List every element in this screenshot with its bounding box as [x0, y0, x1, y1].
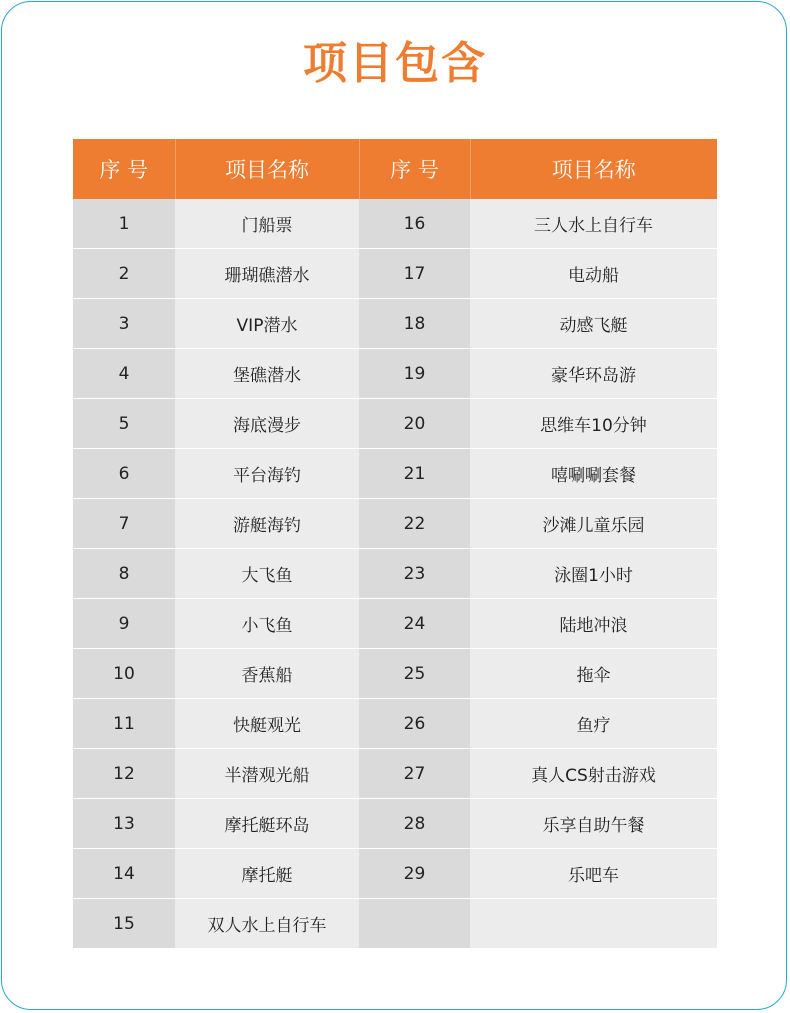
row-no-right: 23 — [359, 549, 470, 599]
table-row — [73, 449, 717, 499]
row-no-right: 19 — [359, 349, 470, 399]
row-name-right: 沙滩儿童乐园 — [470, 499, 717, 549]
row-name-left: 香蕉船 — [175, 649, 359, 699]
row-no-right: 26 — [359, 699, 470, 749]
row-name-left: 平台海钓 — [175, 449, 359, 499]
table-row — [73, 799, 717, 849]
row-name-left: 半潜观光船 — [175, 749, 359, 799]
header-name-right: 项目名称 — [470, 139, 717, 199]
row-name-left: 大飞鱼 — [175, 549, 359, 599]
row-no-left: 14 — [73, 849, 175, 899]
row-no-right: 18 — [359, 299, 470, 349]
row-no-left: 5 — [73, 399, 175, 449]
table-row — [73, 899, 717, 949]
table-row — [73, 199, 717, 249]
row-no-left: 11 — [73, 699, 175, 749]
row-name-right: 真人CS射击游戏 — [470, 749, 717, 799]
row-name-right: 动感飞艇 — [470, 299, 717, 349]
row-name-right: 豪华环岛游 — [470, 349, 717, 399]
row-name-left: 海底漫步 — [175, 399, 359, 449]
header-no-right: 序 号 — [359, 139, 470, 199]
row-name-left: 快艇观光 — [175, 699, 359, 749]
row-name-right: 陆地冲浪 — [470, 599, 717, 649]
row-no-right: 21 — [359, 449, 470, 499]
table-body — [73, 199, 717, 949]
row-no-left: 2 — [73, 249, 175, 299]
row-name-left: 门船票 — [175, 199, 359, 249]
row-no-left: 4 — [73, 349, 175, 399]
row-name-right: 泳圈1小时 — [470, 549, 717, 599]
row-no-left: 7 — [73, 499, 175, 549]
row-name-right: 鱼疗 — [470, 699, 717, 749]
row-no-left: 1 — [73, 199, 175, 249]
row-name-right: 乐享自助午餐 — [470, 799, 717, 849]
row-name-left: 双人水上自行车 — [175, 899, 359, 949]
table-header-row — [73, 139, 717, 199]
row-no-left: 12 — [73, 749, 175, 799]
table-row — [73, 599, 717, 649]
row-no-right: 29 — [359, 849, 470, 899]
row-no-left: 15 — [73, 899, 175, 949]
row-name-right: 乐吧车 — [470, 849, 717, 899]
table-row — [73, 299, 717, 349]
row-name-left: 小飞鱼 — [175, 599, 359, 649]
row-name-right: 思维车10分钟 — [470, 399, 717, 449]
row-no-right: 27 — [359, 749, 470, 799]
row-name-right — [470, 899, 717, 949]
table-row — [73, 749, 717, 799]
row-name-right: 三人水上自行车 — [470, 199, 717, 249]
table-row — [73, 349, 717, 399]
table-row — [73, 699, 717, 749]
row-name-right: 电动船 — [470, 249, 717, 299]
row-no-left: 10 — [73, 649, 175, 699]
table-row — [73, 399, 717, 449]
row-name-right: 拖伞 — [470, 649, 717, 699]
table-row — [73, 549, 717, 599]
row-no-left: 9 — [73, 599, 175, 649]
row-no-left: 8 — [73, 549, 175, 599]
row-name-left: 摩托艇 — [175, 849, 359, 899]
row-no-right: 17 — [359, 249, 470, 299]
table-row — [73, 249, 717, 299]
row-no-right: 20 — [359, 399, 470, 449]
row-name-left: 珊瑚礁潜水 — [175, 249, 359, 299]
row-no-right: 24 — [359, 599, 470, 649]
header-no-left: 序 号 — [73, 139, 175, 199]
row-no-left: 6 — [73, 449, 175, 499]
row-name-left: 摩托艇环岛 — [175, 799, 359, 849]
row-no-right: 25 — [359, 649, 470, 699]
row-name-left: 堡礁潜水 — [175, 349, 359, 399]
row-no-right: 28 — [359, 799, 470, 849]
table-row — [73, 849, 717, 899]
items-table — [73, 139, 717, 949]
row-no-left: 13 — [73, 799, 175, 849]
row-no-right: 22 — [359, 499, 470, 549]
row-no-right: 16 — [359, 199, 470, 249]
row-name-left: 游艇海钓 — [175, 499, 359, 549]
row-no-left: 3 — [73, 299, 175, 349]
header-name-left: 项目名称 — [175, 139, 359, 199]
row-name-right: 嘻唰唰套餐 — [470, 449, 717, 499]
table-row — [73, 649, 717, 699]
table-row — [73, 499, 717, 549]
row-name-left: VIP潜水 — [175, 299, 359, 349]
row-no-right — [359, 899, 470, 949]
page-title: 项目包含 — [303, 38, 487, 89]
